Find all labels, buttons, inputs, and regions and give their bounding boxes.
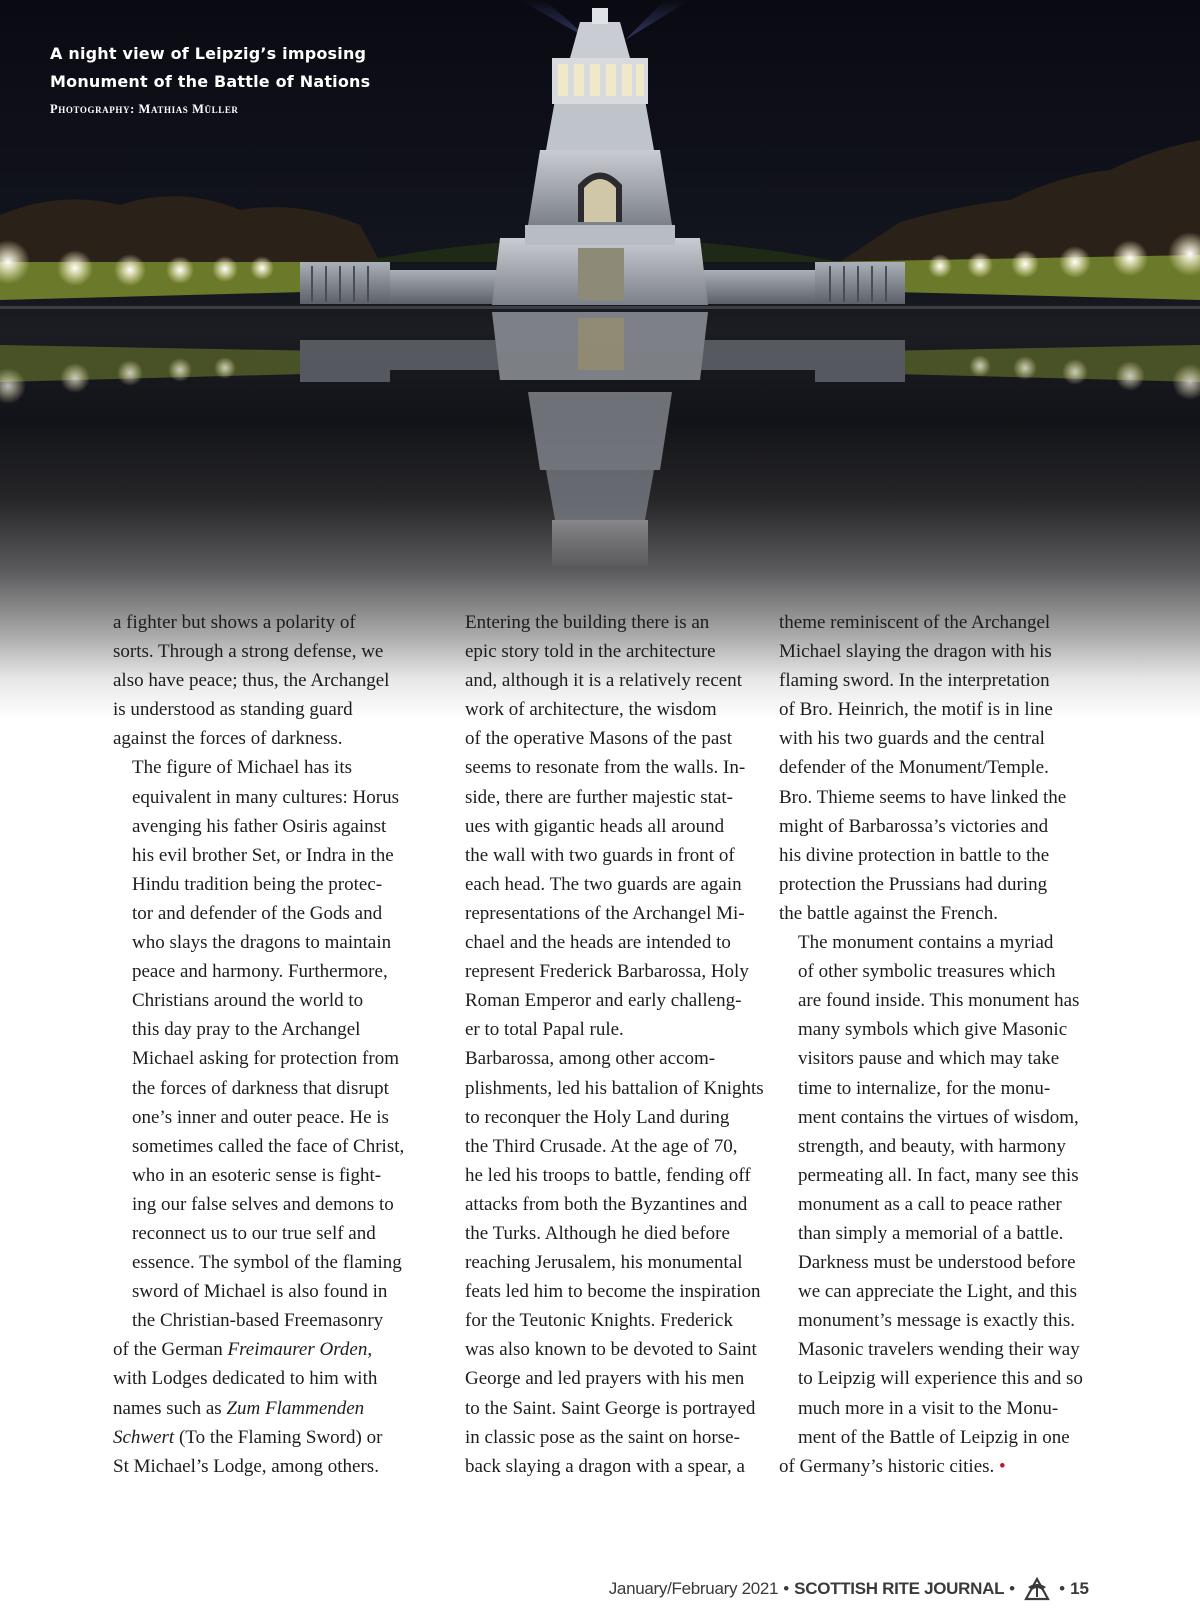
text-line: with his two guards and the central [779,728,1045,750]
text-line: sorts. Through a strong defense, we [113,641,384,663]
text-line: of Bro. Heinrich, the motif is in line [779,699,1053,721]
caption-line-2: Monument of the Battle of Nations [50,72,371,91]
text-line: sword of Michael is also found in [132,1281,388,1303]
text-line: represent Frederick Barbarossa, Holy [465,961,749,983]
text-line: in classic pose as the saint on horse- [465,1426,740,1448]
paragraph [446,608,756,1044]
text-line: we can appreciate the Light, and this [798,1281,1078,1303]
text-line: sometimes called the face of Christ, [132,1135,405,1157]
text-line: ing our false selves and demons to [132,1193,394,1215]
text-line: monument as a call to peace rather [798,1193,1062,1215]
text-line: a fighter but shows a polarity of [113,612,356,633]
text-line: Barbarossa, among other accom- [465,1048,716,1070]
text-line: feats led him to become the inspiration [465,1281,761,1303]
text-line: each head. The two guards are again [465,873,742,895]
text-line: was also known to be devoted to Saint [465,1339,757,1361]
text-line: work of architecture, the wisdom [465,699,717,721]
text-line: the battle against the French. [779,902,998,924]
text-line: representations of the Archangel Mi- [465,902,745,924]
text-line: side, there are further majestic stat- [465,786,733,808]
italic-term: Zum Flammenden [226,1397,365,1419]
caption-line-1: A night view of Leipzig’s imposing [50,44,367,63]
text-line: Entering the building there is an [465,612,710,633]
text-line: the forces of darkness that disrupt [132,1077,389,1099]
text-line: many symbols which give Masonic [798,1019,1068,1041]
text-line: who slays the dragons to maintain [132,932,392,954]
paragraph [113,608,423,753]
text-line: Christians around the world to [132,990,364,1012]
paragraph [446,1044,764,1480]
text-line: the Christian-based Freemasonry [132,1310,384,1332]
text-line: Darkness must be understood before [798,1252,1076,1274]
text-line: theme reminiscent of the Archangel [779,612,1051,633]
paragraph [113,753,423,1335]
text-column-1 [113,608,423,1481]
text-line: St Michael’s Lodge, among others. [113,1455,379,1477]
separator-bullet: • [783,1579,790,1598]
text-line: Schwert (To the Flaming Sword) or [113,1426,383,1448]
text-line: and, although it is a relatively recent [465,670,742,692]
text-line: Hindu tradition being the protec- [132,873,383,895]
text-line: to the Saint. Saint George is portrayed [465,1397,756,1419]
text-line: er to total Papal rule. [465,1019,624,1041]
text-line: the Turks. Although he died before [465,1222,730,1244]
text-line: for the Teutonic Knights. Frederick [465,1310,733,1332]
text-line: against the forces of darkness. [113,728,343,750]
text-line: strength, and beauty, with harmony [798,1135,1066,1157]
text-line: ment of the Battle of Leipzig in one [798,1426,1070,1448]
text-line: Masonic travelers wending their way [798,1339,1080,1361]
text-column-2 [446,608,764,1481]
photo-credit: Photography: Mathias Müller [50,102,239,116]
text-line: back slaying a dragon with a spear, a [465,1455,745,1477]
separator-bullet: • [1009,1579,1016,1598]
italic-term: Freimaurer Orden [227,1339,368,1361]
text-line: he led his troops to battle, fending off [465,1164,751,1186]
text-line: with Lodges dedicated to him with [113,1368,378,1390]
end-of-article-mark: • [999,1455,1006,1477]
text-line: much more in a visit to the Monu- [798,1397,1059,1419]
text-line: peace and harmony. Furthermore, [132,961,388,983]
text-line: avenging his father Osiris against [132,815,387,837]
text-line: one’s inner and outer peace. He is [132,1106,389,1128]
italic-term: Schwert [113,1426,175,1448]
text-line: reconnect us to our true self and [132,1222,376,1244]
text-line: to reconquer the Holy Land during [465,1106,730,1128]
text-line: of other symbolic treasures which [798,961,1056,983]
text-line: flaming sword. In the interpretation [779,670,1050,692]
text-line: protection the Prussians had during [779,873,1048,895]
paragraph [779,928,1089,1452]
text-line: his evil brother Set, or Indra in the [132,844,394,866]
separator-bullet: • [1059,1579,1066,1598]
text-line: reaching Jerusalem, his monumental [465,1252,743,1274]
text-line: essence. The symbol of the flaming [132,1252,402,1274]
page-number: 15 [1070,1579,1089,1598]
text-line: seems to resonate from the walls. In- [465,757,746,779]
text-line: time to internalize, for the monu- [798,1077,1051,1099]
text-line: than simply a memorial of a battle. [798,1222,1064,1244]
text-line: to Leipzig will experience this and so [798,1368,1083,1390]
text-line: of Germany’s historic cities. • [779,1455,1006,1477]
text-line: epic story told in the architecture [465,641,716,663]
text-line: ment contains the virtues of wisdom, [798,1106,1079,1128]
text-line: also have peace; thus, the Archangel [113,670,390,692]
text-line: tor and defender of the Gods and [132,902,383,924]
text-line: are found inside. This monument has [798,990,1080,1012]
text-line: visitors pause and which may take [798,1048,1060,1070]
text-line: names such as Zum Flammenden [113,1397,365,1419]
double-eagle-emblem-icon [1024,1577,1050,1601]
text-line: monument’s message is exactly this. [798,1310,1076,1332]
text-line: equivalent in many cultures: Horus [132,786,399,808]
journal-title: SCOTTISH RITE JOURNAL [794,1579,1005,1598]
text-line: Roman Emperor and early challeng- [465,990,742,1012]
issue-date: January/February 2021 [608,1579,779,1598]
text-line: permeating all. In fact, many see this [798,1164,1079,1186]
text-line: chael and the heads are intended to [465,932,731,954]
text-line: of the German Freimaurer Orden, [113,1339,373,1361]
text-line: the wall with two guards in front of [465,844,735,866]
text-line: Bro. Thieme seems to have linked the [779,786,1067,808]
text-line: The monument contains a myriad [798,932,1054,954]
paragraph [779,608,1089,928]
text-line: Michael asking for protection from [132,1048,399,1070]
text-line: the Third Crusade. At the age of 70, [465,1135,738,1157]
text-line: attacks from both the Byzantines and [465,1193,748,1215]
text-line: The figure of Michael has its [132,757,353,779]
text-line: plishments, led his battalion of Knights [465,1077,764,1099]
text-column-3 [779,608,1089,1481]
photo-caption [50,40,370,117]
text-line: of the operative Masons of the past [465,728,732,750]
text-line: his divine protection in battle to the [779,844,1050,866]
text-line: might of Barbarossa’s victories and [779,815,1049,837]
text-line: defender of the Monument/Temple. [779,757,1049,779]
text-line: ues with gigantic heads all around [465,815,725,837]
text-line: George and led prayers with his men [465,1368,745,1390]
text-line: who in an esoteric sense is fight- [132,1164,382,1186]
text-line: Michael slaying the dragon with his [779,641,1052,663]
page-footer [608,1574,1089,1604]
paragraph-end [779,1452,1089,1481]
text-line: this day pray to the Archangel [132,1019,361,1041]
paragraph-continuation [113,1335,423,1480]
text-line: is understood as standing guard [113,699,353,721]
